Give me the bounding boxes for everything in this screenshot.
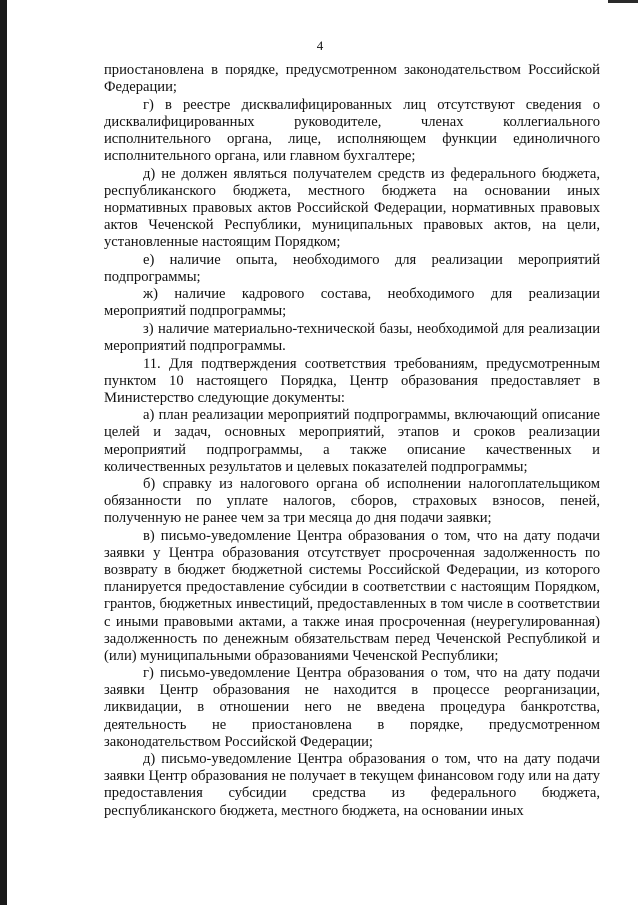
paragraph-item-z: з) наличие материально-технической базы, необходимой для реализации мероприятий подпрограммы. — [104, 320, 600, 354]
paragraph-item-g: г) в реестре дисквалифицированных лиц отсутствуют сведения о дисквалифицированных руководителе, членах коллегиального исполнительного органа, лице, исполняющем функции единоличного исполнительного органа, или главном бухгалтере; — [104, 96, 600, 164]
paragraph-item-v: в) письмо-уведомление Центра образования о том, что на дату подачи заявки у Центра образования отсутствует просроченная задолженность по возврату в бюджет бюджетной системы Российской Федерации, из которого планируется предоставление субсидии в соответствии с настоящим Порядком, грантов, бюджетных инвестиций, предоставленных в том числе в соответствии с иными правовыми актами, а также иная просроченная (неурегулированная) задолженность по денежным обязательствам перед Чеченской Республикой и (или) муниципальными образованиями Чеченской Республики; — [104, 528, 600, 664]
paragraph-continuation: приостановлена в порядке, предусмотренном законодательством Российской Федерации; — [104, 62, 600, 96]
paragraph-item-d2: д) письмо-уведомление Центра образования о том, что на дату подачи заявки Центр образования не получает в текущем финансовом году или на дату предоставления субсидии средства из федерального бюджета, республиканского бюджета, местного бюджета, на основании иных — [104, 751, 600, 819]
scan-corner-mark — [608, 0, 638, 3]
paragraph-item-a: а) план реализации мероприятий подпрограммы, включающий описание целей и задач, основных мероприятий, этапов и сроков реализации мероприятий подпрограммы, а также описание качественных и количественных результатов и целевых показателей подпрограммы; — [104, 407, 600, 475]
page-number: 4 — [316, 38, 324, 53]
scan-edge — [0, 0, 7, 905]
paragraph-item-e: е) наличие опыта, необходимого для реализации мероприятий подпрограммы; — [104, 251, 600, 285]
paragraph-section-11: 11. Для подтверждения соответствия требованиям, предусмотренным пунктом 10 настоящего Порядка, Центр образования предоставляет в Министерство следующие документы: — [104, 355, 600, 406]
paragraph-item-d: д) не должен являться получателем средств из федерального бюджета, республиканского бюджета, местного бюджета на основании иных нормативных правовых актов Российской Федерации, нормативных правовых актов Чеченской Республики, муниципальных правовых актов, на цели, установленные настоящим Порядком; — [104, 165, 600, 250]
paragraph-item-b: б) справку из налогового органа об исполнении налогоплательщиком обязанности по уплате налогов, сборов, страховых взносов, пеней, полученную не ранее чем за три месяца до дня подачи заявки; — [104, 476, 600, 527]
paragraph-item-g2: г) письмо-уведомление Центра образования о том, что на дату подачи заявки Центр образования не находится в процессе реорганизации, ликвидации, в отношении него не введена процедура банкротства, деятельность не приостановлена в порядке, предусмотренном законодательством Российской Федерации; — [104, 665, 600, 750]
paragraph-item-zh: ж) наличие кадрового состава, необходимого для реализации мероприятий подпрограммы; — [104, 286, 600, 320]
document-body — [104, 62, 600, 820]
